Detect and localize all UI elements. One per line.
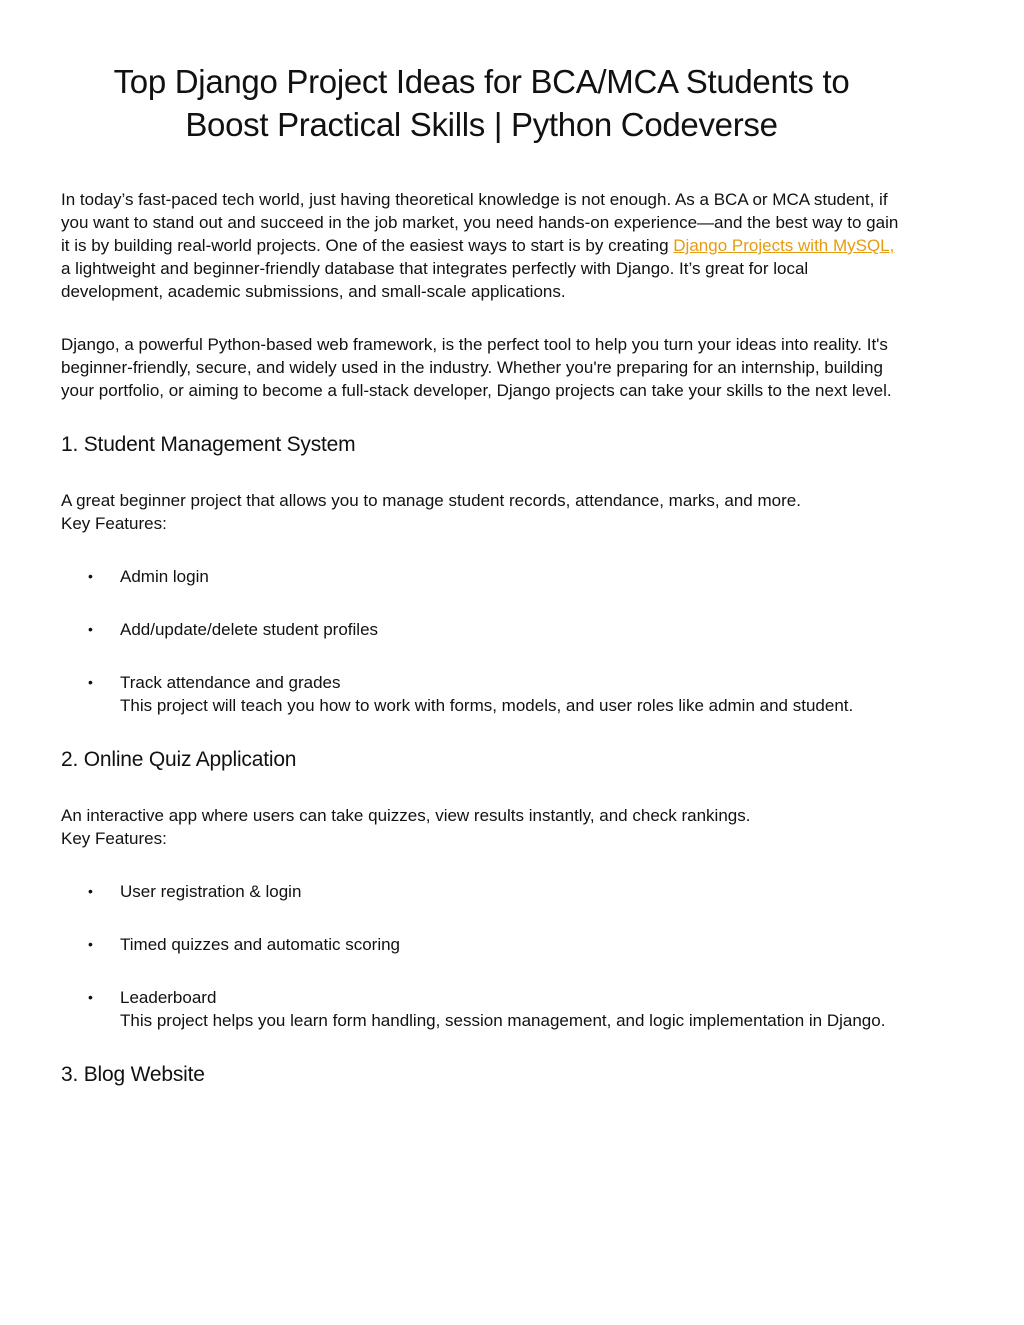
key-features-label: Key Features: [61,829,167,848]
section-note: This project helps you learn form handling, session management, and logic implementation in Django. [120,1011,886,1030]
bullet-icon: • [88,621,93,637]
intro-paragraph-2: Django, a powerful Python-based web framework, is the perfect tool to help you turn your ideas into reality. It's beginner-friendly, secure, and widely used in the industry. Whether you're preparing for an internship, building your portfolio, or aiming to become a full-stack developer, Django projects can take your skills to the next level. [61,335,892,400]
feature-text: Track attendance and grades [120,673,341,692]
list-item [61,880,900,903]
list-item [61,671,900,717]
section-heading-online-quiz: 2. Online Quiz Application [61,748,297,771]
feature-text: User registration & login [120,882,302,901]
section-description: A great beginner project that allows you to manage student records, attendance, marks, and more. [61,491,801,510]
page-title [61,60,900,146]
bullet-icon: • [88,989,93,1005]
list-item [61,986,900,1032]
bullet-icon: • [88,883,93,899]
django-mysql-link[interactable]: Django Projects with MySQL, [673,236,895,255]
bullet-icon: • [88,936,93,952]
page-title-line-1: Top Django Project Ideas for BCA/MCA Students to [113,63,850,100]
list-item [61,933,900,956]
bullet-icon: • [88,674,93,690]
section-heading-blog-website: 3. Blog Website [61,1063,205,1086]
section-note: This project will teach you how to work with forms, models, and user roles like admin and student. [120,696,854,715]
intro-text-before-link: In today’s fast-paced tech world, just having theoretical knowledge is not enough. As a BCA or MCA student, if you want to stand out and succeed in the job market, you need hands-on experience—and the best way to gain it is by building real-world projects. One of the easiest ways to start is by creating [61,190,899,255]
feature-text: Admin login [120,567,209,586]
feature-list [61,880,900,1032]
feature-text: Add/update/delete student profiles [120,620,379,639]
intro-paragraph-1 [61,188,900,303]
bullet-icon: • [88,568,93,584]
feature-list [61,565,900,717]
feature-text: Timed quizzes and automatic scoring [120,935,401,954]
feature-text: Leaderboard [120,988,217,1007]
section-description: An interactive app where users can take quizzes, view results instantly, and check rankings. [61,806,751,825]
list-item [61,565,900,588]
page-title-line-2: Boost Practical Skills | Python Codeverse [185,106,778,143]
key-features-label: Key Features: [61,514,167,533]
section-heading-student-management: 1. Student Management System [61,433,356,456]
intro-text-after-link: a lightweight and beginner-friendly database that integrates perfectly with Django. It’s great for local development, academic submissions, and small-scale applications. [61,259,809,301]
list-item [61,618,900,641]
